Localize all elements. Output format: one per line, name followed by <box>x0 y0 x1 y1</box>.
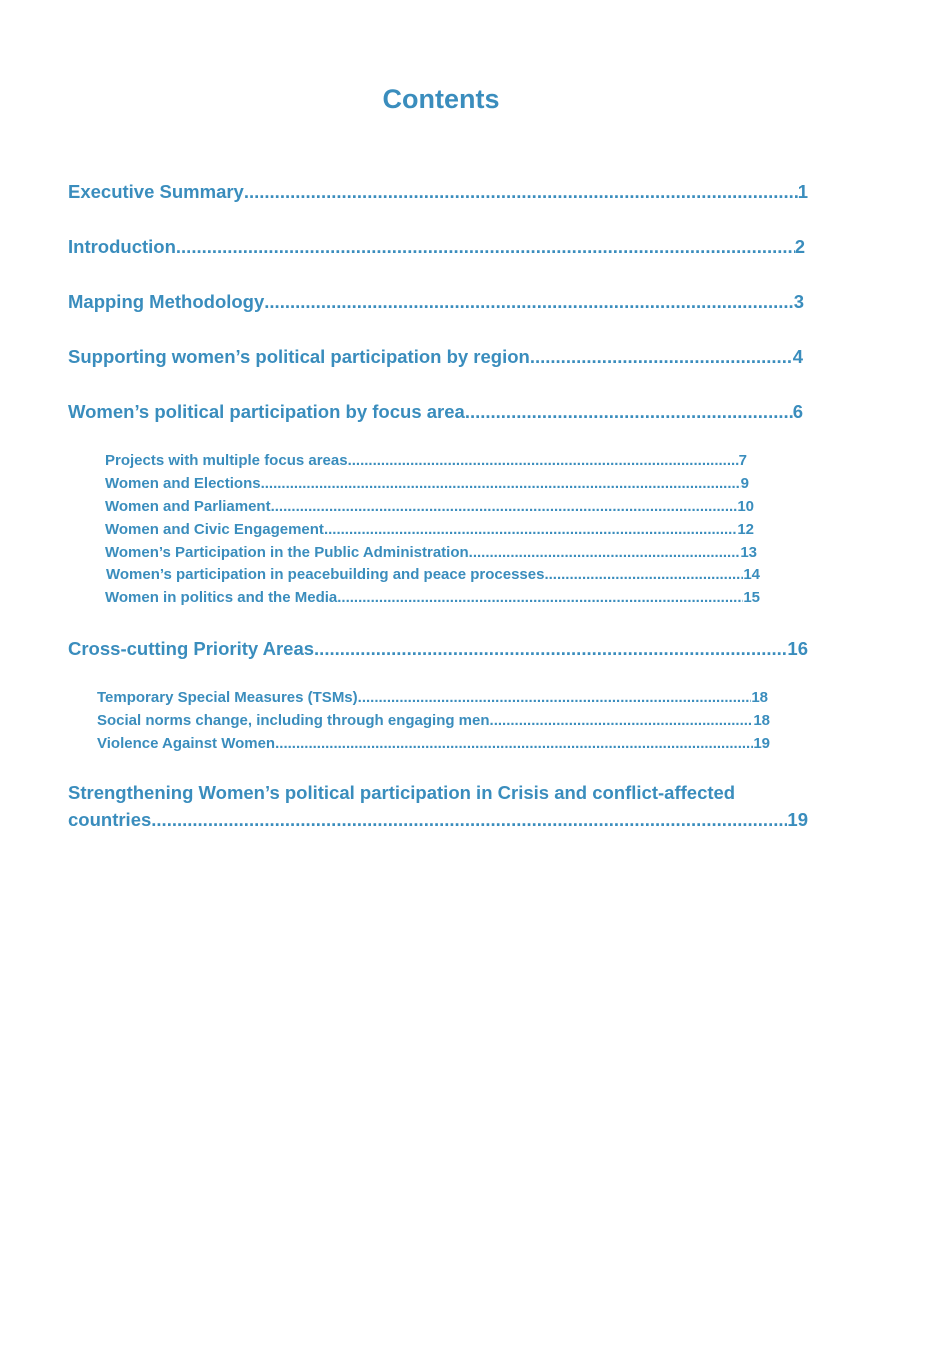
toc-entry-label: Executive Summary <box>68 181 244 202</box>
toc-leader-dots <box>469 544 741 561</box>
toc-entry-crisis[interactable] <box>68 782 808 831</box>
toc-leader-dots <box>465 401 793 423</box>
toc-page-number: 16 <box>787 638 808 659</box>
toc-leader-dots <box>261 475 741 492</box>
toc-entry-label-line1: Strengthening Women’s political participation in Crisis and conflict-affected <box>68 782 736 803</box>
toc-subentry-multiple-focus[interactable] <box>105 452 747 469</box>
toc-entry-label: Projects with multiple focus areas <box>105 452 348 469</box>
toc-entry-label: Women and Elections <box>105 475 261 492</box>
toc-page-number: 7 <box>738 452 747 469</box>
toc-entry-label: Social norms change, including through engaging men <box>97 712 490 729</box>
toc-entry-mapping-methodology[interactable] <box>68 291 804 313</box>
toc-leader-dots <box>151 809 787 831</box>
toc-entry-label-line2-row <box>68 809 808 831</box>
toc-page-number: 10 <box>737 498 754 515</box>
toc-subentry-parliament[interactable] <box>105 498 754 515</box>
toc-entry-label: Temporary Special Measures (TSMs) <box>97 689 358 706</box>
toc-entry-label: Women’s participation in peacebuilding and peace processes <box>106 566 545 583</box>
toc-subentry-civic-engagement[interactable] <box>105 521 754 538</box>
toc-leader-dots <box>275 735 753 752</box>
toc-entry-crosscutting[interactable] <box>68 638 808 660</box>
toc-subentry-media[interactable] <box>105 589 760 606</box>
toc-subentry-public-administration[interactable] <box>105 544 757 561</box>
toc-leader-dots <box>544 566 743 583</box>
toc-entry-label: Women and Parliament <box>105 498 271 515</box>
toc-entry-label-line2: countries <box>68 809 152 830</box>
toc-leader-dots <box>324 521 737 538</box>
toc-entry-label: Women’s political participation by focus area <box>68 401 465 422</box>
toc-page-number: 6 <box>792 401 803 422</box>
toc-entry-by-focus-area[interactable] <box>68 401 803 423</box>
toc-page-number: 18 <box>753 712 770 729</box>
toc-entry-label: Women’s Participation in the Public Administration <box>105 544 469 561</box>
toc-page-number: 9 <box>740 475 749 492</box>
toc-page-number: 3 <box>793 291 804 312</box>
toc-entry-by-region[interactable] <box>68 346 803 368</box>
toc-leader-dots <box>271 498 738 515</box>
toc-entry-executive-summary[interactable] <box>68 181 808 203</box>
toc-page-number: 13 <box>740 544 757 561</box>
toc-leader-dots <box>348 452 739 469</box>
toc-leader-dots <box>535 346 793 368</box>
toc-entry-label: Cross-cutting Priority Areas <box>68 638 315 659</box>
page-title: Contents <box>382 84 500 114</box>
toc-entry-label: Mapping Methodology <box>68 291 265 312</box>
toc-page-number: 4 <box>792 346 803 367</box>
toc-page-number: 1 <box>797 181 808 202</box>
toc-leader-dots <box>337 589 743 606</box>
toc-entry-introduction[interactable] <box>68 236 805 258</box>
toc-subentry-violence[interactable] <box>97 735 770 752</box>
toc-leader-dots <box>358 689 752 706</box>
toc-entry-label: Women in politics and the Media <box>105 589 338 606</box>
toc-subentry-elections[interactable] <box>105 475 749 492</box>
toc-leader-dots <box>244 181 798 203</box>
toc-leader-dots <box>264 291 793 313</box>
toc-leader-dots <box>314 638 787 660</box>
toc-page-number: 19 <box>753 735 770 752</box>
toc-entry-label: Women and Civic Engagement <box>105 521 324 538</box>
toc-leader-dots <box>176 236 795 258</box>
toc-subentry-social-norms[interactable] <box>97 712 770 729</box>
toc-page-number: 2 <box>794 236 805 257</box>
toc-subentry-peacebuilding[interactable] <box>106 566 760 583</box>
toc-page-number: 19 <box>787 809 808 830</box>
toc-page-number: 18 <box>751 689 768 706</box>
toc-entry-label: Supporting women’s political participation by region. <box>68 346 535 367</box>
toc-entry-label: Violence Against Women <box>97 735 276 752</box>
toc-entry-label: Introduction <box>68 236 176 257</box>
toc-page-number: 14 <box>743 566 760 583</box>
toc-page-number: 12 <box>737 521 754 538</box>
toc-page-number: 15 <box>743 589 760 606</box>
toc-leader-dots <box>490 712 754 729</box>
toc-subentry-tsms[interactable] <box>97 689 768 706</box>
